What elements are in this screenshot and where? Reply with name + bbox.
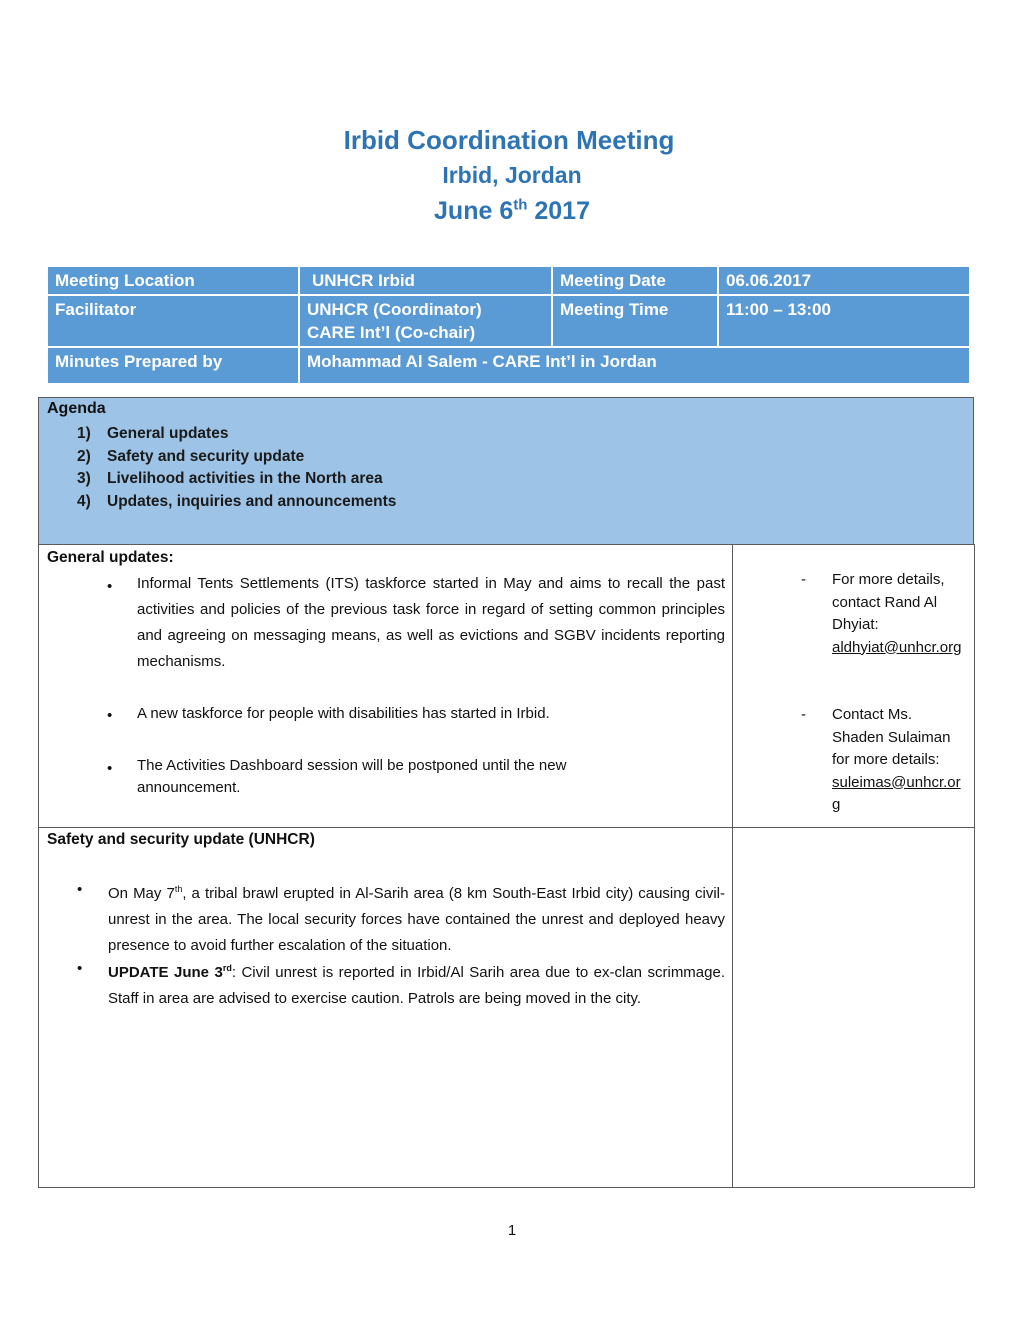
meeting-date-label: Meeting Date <box>553 267 717 294</box>
safety-security-side-cell <box>732 827 975 1188</box>
bullet-icon: • <box>107 707 113 724</box>
email-link-aldhyiat[interactable]: aldhyiat@unhcr.org <box>832 638 962 656</box>
agenda-item: 3) Livelihood activities in the North area <box>77 470 383 487</box>
bullet-icon: • <box>77 960 83 977</box>
bullet-icon: • <box>107 578 113 595</box>
side-note-1: For more details, contact Rand Al Dhyiat: aldhyiat@unhcr.org <box>832 569 967 659</box>
document-location: Irbid, Jordan <box>442 162 582 188</box>
meeting-time-label: Meeting Time <box>553 296 717 346</box>
page-number: 1 <box>507 1222 517 1239</box>
meeting-info-table <box>46 265 971 385</box>
meeting-location-label: Meeting Location <box>48 267 298 294</box>
safety-security-heading: Safety and security update (UNHCR) <box>47 831 315 848</box>
side-dash: - <box>801 706 806 723</box>
facilitator-value: UNHCR (Coordinator) CARE Int’l (Co-chair) <box>300 296 551 346</box>
table-row <box>48 348 969 383</box>
side-note-2: Contact Ms. Shaden Sulaiman for more details: suleimas@unhcr.org <box>832 704 967 817</box>
bullet-icon: • <box>77 881 83 898</box>
document-title: Irbid Coordination Meeting <box>343 125 675 155</box>
meeting-location-value: UNHCR Irbid <box>300 267 551 294</box>
agenda-section <box>38 397 974 545</box>
document-title-block <box>0 122 1024 230</box>
minutes-label: Minutes Prepared by <box>48 348 298 383</box>
meeting-time-value: 11:00 – 13:00 <box>719 296 969 346</box>
bullet-icon: • <box>107 760 113 777</box>
agenda-item: 2) Safety and security update <box>77 447 305 465</box>
safety-update-1: On May 7th, a tribal brawl erupted in Al-Sarih area (8 km South-East Irbid city) causing civil-unrest in the area. The local security forces have contained the unrest and deployed heavy presence to avoid further escalation of the situation. <box>108 884 725 954</box>
meeting-date-value: 06.06.2017 <box>719 267 969 294</box>
agenda-heading: Agenda <box>47 400 106 417</box>
general-updates-cell <box>38 544 733 828</box>
general-update-3: The Activities Dashboard session will be postponed until the new announcement. <box>137 757 567 796</box>
agenda-item: 1) General updates <box>77 425 229 442</box>
facilitator-label: Facilitator <box>48 296 298 346</box>
minutes-value: Mohammad Al Salem - CARE Int’l in Jordan <box>300 348 969 383</box>
table-row <box>48 296 969 346</box>
general-updates-heading: General updates: <box>47 549 174 566</box>
table-row <box>48 267 969 294</box>
document-date: June 6th 2017 <box>434 196 590 225</box>
safety-update-2: UPDATE June 3rd: Civil unrest is reported in Irbid/Al Sarih area due to ex-clan scrimmage. Staff in area are advised to exercise caution. Patrols are being moved in the city. <box>108 963 725 1007</box>
email-link-suleimas[interactable]: suleimas@unhcr.org <box>832 773 961 813</box>
general-update-1: Informal Tents Settlements (ITS) taskforce started in May and aims to recall the past activities and policies of the previous task force in regard of setting common principles and agreeing on messaging means, as well as evictions and SGBV incidents reporting mechanisms. <box>137 575 725 670</box>
agenda-list <box>77 423 396 513</box>
agenda-item: 4) Updates, inquiries and announcements <box>77 492 397 510</box>
general-update-2: A new taskforce for people with disabilities has started in Irbid. <box>137 705 550 722</box>
safety-security-cell <box>38 827 733 1188</box>
general-updates-side-cell <box>732 544 975 828</box>
side-dash: - <box>801 571 806 588</box>
